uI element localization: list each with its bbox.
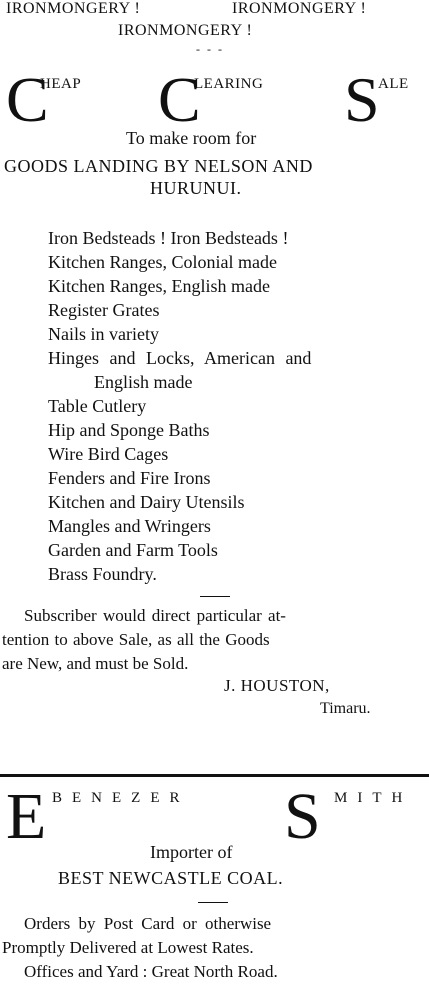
list-item: English made	[94, 372, 193, 392]
short-divider	[198, 902, 228, 903]
signature-town: Timaru.	[320, 700, 371, 717]
smith-word-rest: MITH	[334, 790, 413, 806]
header-ironmongery-left: IRONMONGERY !	[6, 0, 141, 17]
header-ironmongery-right: IRONMONGERY !	[232, 0, 367, 17]
header-ironmongery-center: IRONMONGERY !	[118, 22, 253, 39]
list-item: Table Cutlery	[48, 396, 147, 416]
coal-line: BEST NEWCASTLE COAL.	[58, 868, 284, 888]
sale-word-rest: ALE	[378, 76, 409, 92]
header-dash: - - -	[196, 42, 224, 56]
list-item: Kitchen Ranges, Colonial made	[48, 252, 277, 272]
orders-line-1: Orders by Post Card or otherwise	[24, 914, 272, 933]
short-divider	[200, 596, 230, 597]
orders-line-2: Promptly Delivered at Lowest Rates.	[2, 938, 254, 957]
orders-line-3: Offices and Yard : Great North Road.	[24, 962, 278, 981]
list-item: Garden and Farm Tools	[48, 540, 218, 560]
list-item: Kitchen Ranges, English made	[48, 276, 270, 296]
list-item: Register Grates	[48, 300, 160, 320]
advertisement-divider	[0, 774, 429, 777]
notice-line-1: Subscriber would direct particular at-	[24, 606, 286, 625]
notice-line-2: tention to above Sale, as all the Goods	[2, 630, 270, 649]
cheap-word-rest: HEAP	[40, 76, 82, 92]
clearing-drop-cap: C	[158, 64, 201, 135]
importer-line: Importer of	[150, 842, 233, 862]
ebenezer-word-rest: BENEZER	[52, 790, 190, 806]
sale-drop-cap: S	[344, 64, 380, 135]
list-item: Hip and Sponge Baths	[48, 420, 210, 440]
list-item: Hinges and Locks, American and	[48, 348, 312, 368]
ebenezer-drop-cap: E	[6, 780, 47, 853]
list-item: Iron Bedsteads ! Iron Bedsteads !	[48, 228, 289, 248]
list-item: Wire Bird Cages	[48, 444, 169, 464]
intro-line: To make room for	[126, 128, 257, 148]
list-item: Fenders and Fire Irons	[48, 468, 211, 488]
list-item: Kitchen and Dairy Utensils	[48, 492, 245, 512]
cheap-drop-cap: C	[6, 64, 49, 135]
signature-name: J. HOUSTON,	[224, 676, 330, 695]
goods-line-2: HURUNUI.	[150, 178, 242, 198]
smith-drop-cap: S	[284, 780, 321, 853]
notice-line-3: are New, and must be Sold.	[2, 654, 189, 673]
list-item: Mangles and Wringers	[48, 516, 211, 536]
list-item: Nails in variety	[48, 324, 159, 344]
clearing-word-rest: LEARING	[194, 76, 264, 92]
goods-line-1: GOODS LANDING BY NELSON AND	[4, 156, 313, 176]
list-item: Brass Foundry.	[48, 564, 157, 584]
